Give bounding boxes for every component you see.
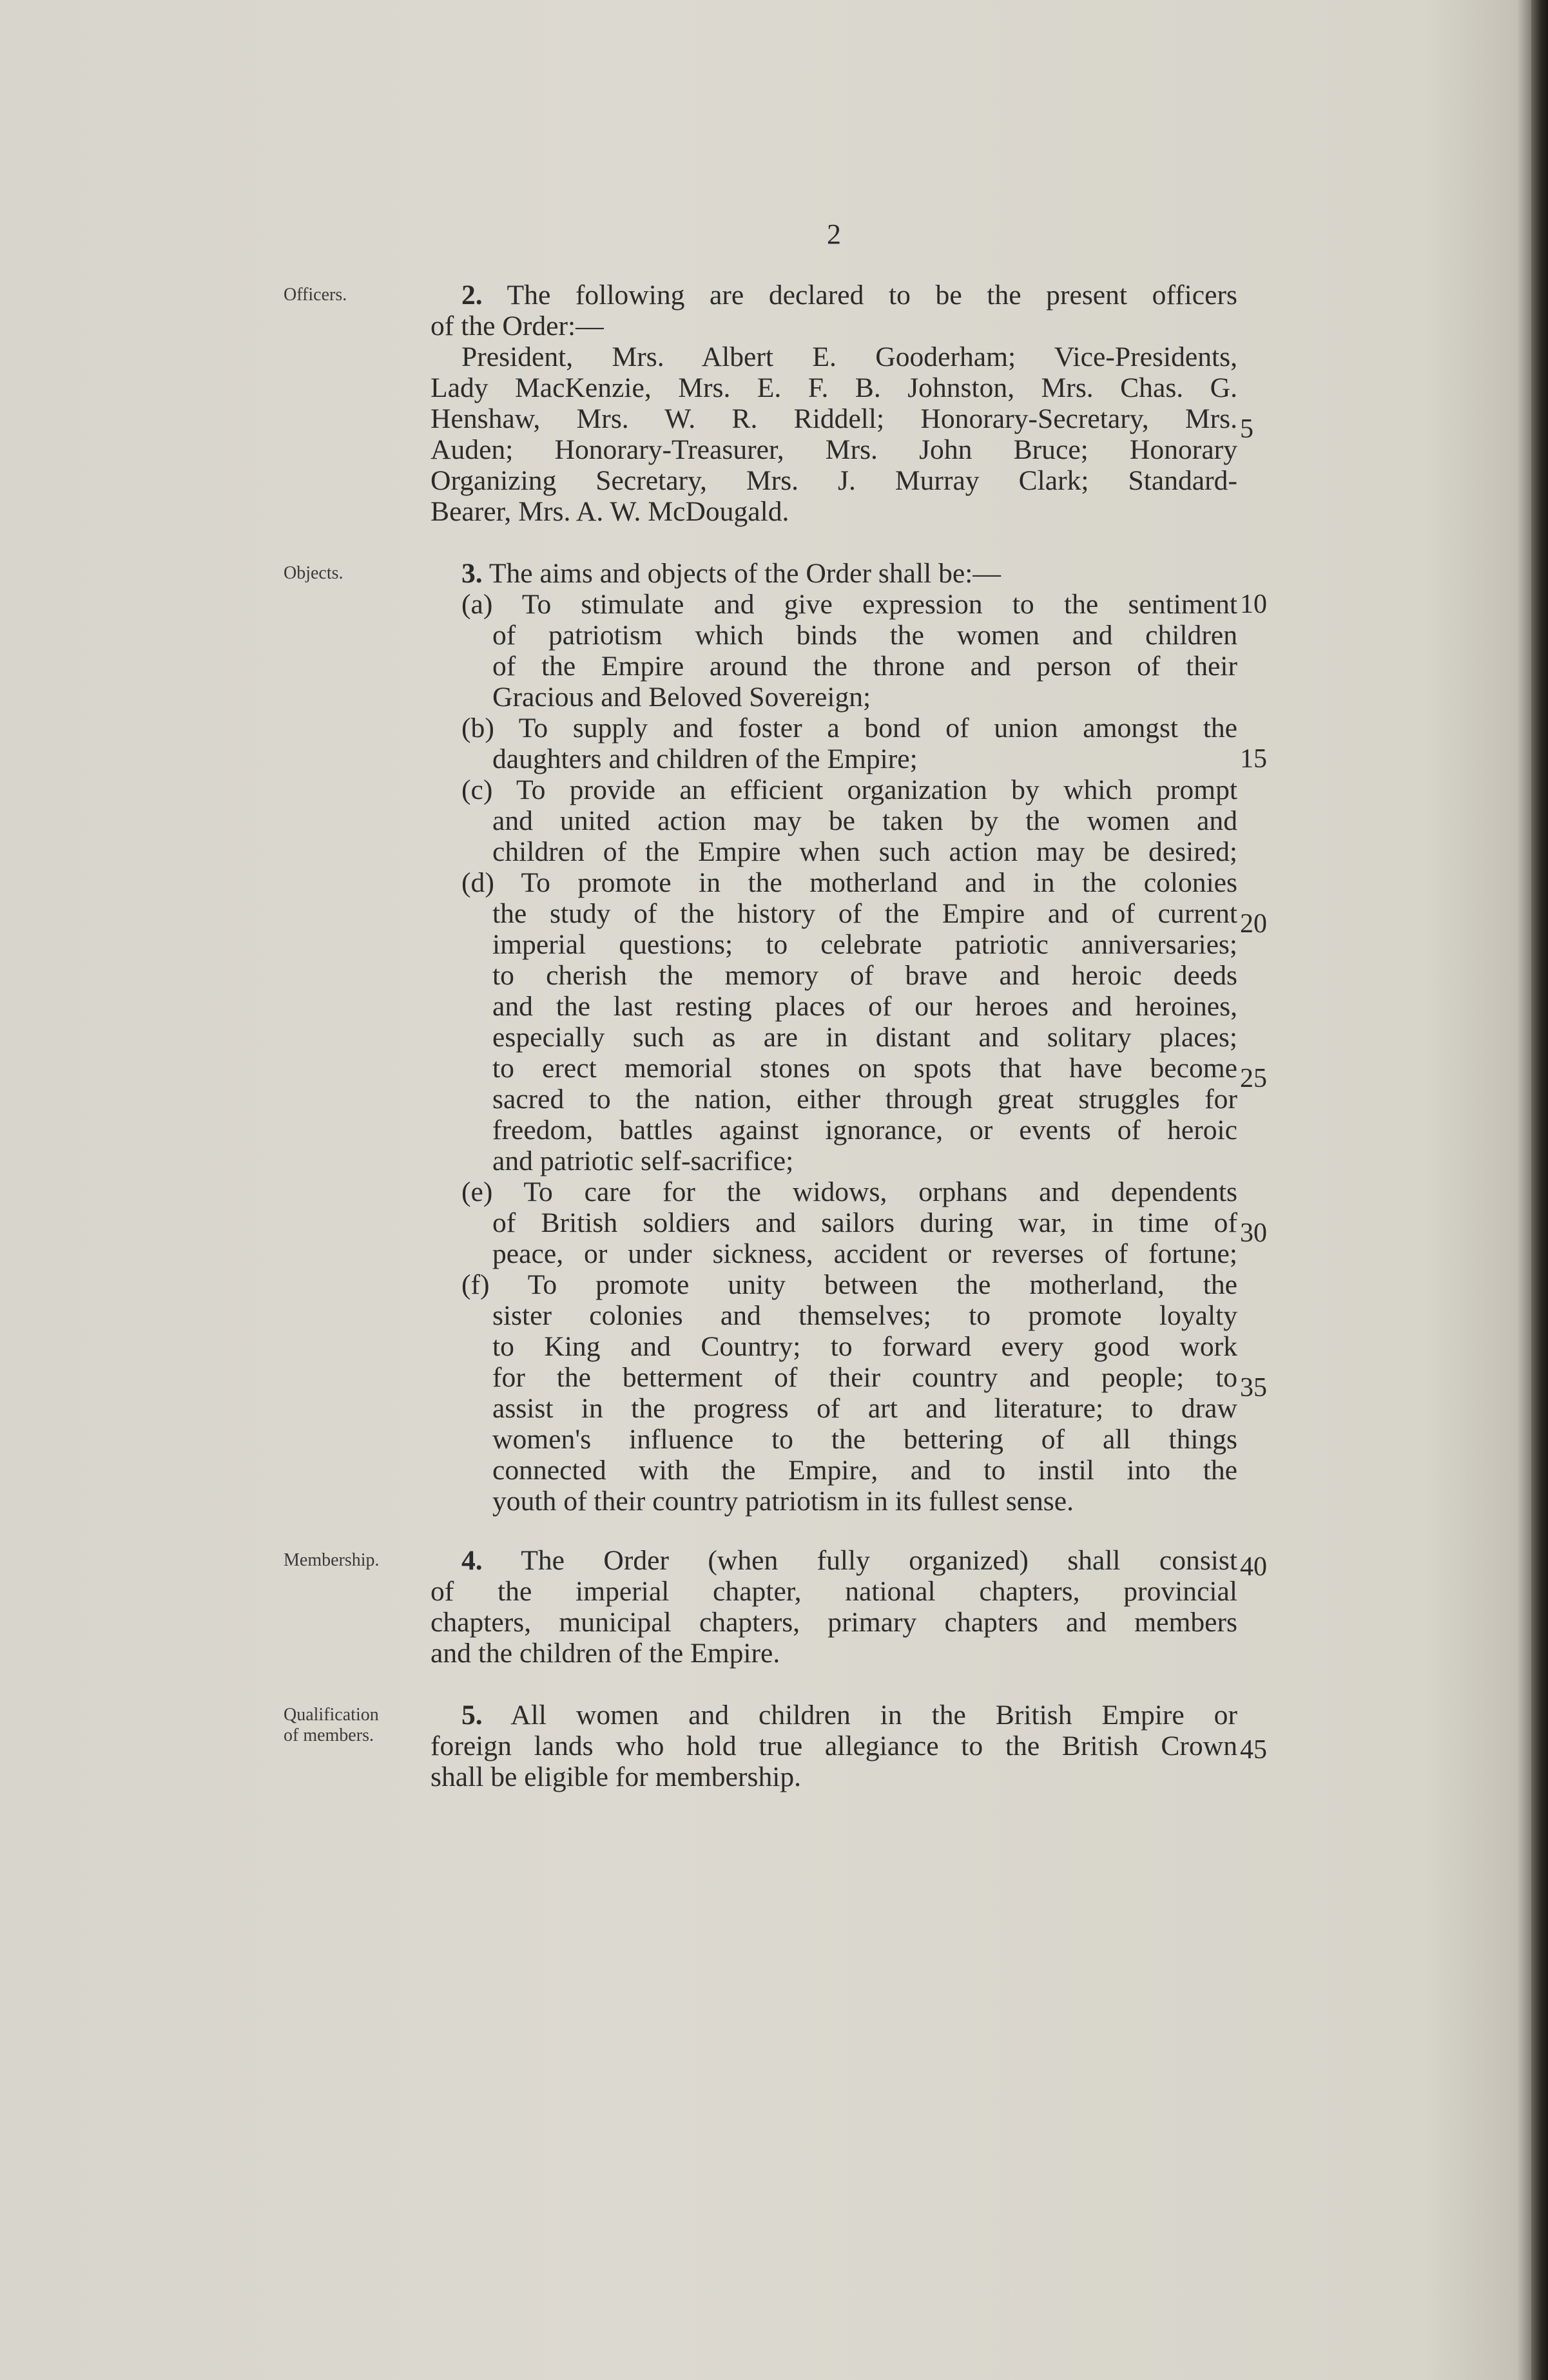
page-number: 2 — [827, 218, 841, 250]
clause-f-line: (f) To promote unity between the motherland, the — [461, 1269, 1237, 1300]
clause-a-line: of the Empire around the throne and person of their — [492, 651, 1237, 682]
clause-f-line: sister colonies and themselves; to promote loyalty — [492, 1300, 1237, 1331]
line-number-10: 10 — [1240, 590, 1267, 619]
line-number-5: 5 — [1240, 414, 1253, 444]
clause-d-line: (d) To promote in the motherland and in the colonies — [461, 867, 1237, 898]
line-number-15: 15 — [1240, 744, 1267, 774]
text-line: chapters, municipal chapters, primary chapters and members — [431, 1607, 1237, 1638]
text-line: Lady MacKenzie, Mrs. E. F. B. Johnston, Mrs. Chas. G. — [431, 372, 1237, 403]
clause-f-line: assist in the progress of art and literature; to draw — [492, 1393, 1237, 1424]
clause-d-line: and the last resting places of our heroes and heroines, — [492, 991, 1237, 1022]
clause-f-line: connected with the Empire, and to instil into the — [492, 1455, 1237, 1486]
clause-c-line: (c) To provide an efficient organization by which prompt — [461, 774, 1237, 805]
clause-f-line: women's influence to the bettering of all things — [492, 1424, 1237, 1455]
section-number: 3. — [461, 558, 483, 589]
margin-note-officers: Officers. — [284, 285, 347, 305]
margin-note-membership: Membership. — [284, 1550, 380, 1570]
clause-a-line: (a) To stimulate and give expression to the sentiment — [461, 589, 1237, 620]
line-number-25: 25 — [1240, 1064, 1267, 1093]
clause-e-line: (e) To care for the widows, orphans and dependents — [461, 1176, 1237, 1207]
clause-b-line: daughters and children of the Empire; — [492, 744, 918, 774]
line-number-35: 35 — [1240, 1373, 1267, 1403]
text-line: Auden; Honorary-Treasurer, Mrs. John Bruce; Honorary — [431, 434, 1237, 465]
clause-e-line: peace, or under sickness, accident or reverses of fortune; — [492, 1238, 1237, 1269]
text-line: 2. The following are declared to be the present officers — [461, 280, 1237, 311]
section-number: 4. — [461, 1545, 483, 1576]
clause-f-line: youth of their country patriotism in its fullest sense. — [492, 1486, 1074, 1517]
clause-d-line: sacred to the nation, either through great struggles for — [492, 1084, 1237, 1115]
text-line: foreign lands who hold true allegiance to the British Crown — [431, 1731, 1237, 1761]
clause-d-line: freedom, battles against ignorance, or events of heroic — [492, 1115, 1237, 1146]
clause-d-line: to erect memorial stones on spots that have become — [492, 1053, 1237, 1084]
book-spine-shadow — [1531, 0, 1548, 2380]
line-number-45: 45 — [1240, 1735, 1267, 1765]
margin-note-objects: Objects. — [284, 563, 343, 583]
section-2-officers — [431, 280, 1237, 527]
line-number-30: 30 — [1240, 1218, 1267, 1248]
clause-c-line: and united action may be taken by the women and — [492, 805, 1237, 836]
clause-d-line: especially such as are in distant and solitary places; — [492, 1022, 1237, 1053]
line-number-40: 40 — [1240, 1552, 1267, 1582]
text-line: 4. The Order (when fully organized) shall consist — [461, 1545, 1237, 1576]
text-line: of the imperial chapter, national chapters, provincial — [431, 1576, 1237, 1607]
clause-d-line: imperial questions; to celebrate patriotic anniversaries; — [492, 929, 1237, 960]
margin-note-qualification — [284, 1705, 432, 1746]
clause-c-line: children of the Empire when such action may be desired; — [492, 836, 1237, 867]
clause-e-line: of British soldiers and sailors during war, in time of — [492, 1207, 1237, 1238]
text-line: shall be eligible for membership. — [431, 1761, 802, 1792]
line-number-20: 20 — [1240, 909, 1267, 939]
clause-d-line: the study of the history of the Empire and of current — [492, 898, 1237, 929]
section-number: 2. — [461, 280, 483, 311]
text-line: Organizing Secretary, Mrs. J. Murray Clark; Standard- — [431, 465, 1237, 496]
clause-d-line: and patriotic self-sacrifice; — [492, 1146, 794, 1176]
text-line: 5. All women and children in the British Empire or — [461, 1700, 1237, 1731]
section-number: 5. — [461, 1700, 483, 1731]
text-line: 3. The aims and objects of the Order shall be:— — [461, 558, 1001, 589]
clause-f-line: for the betterment of their country and people; to — [492, 1362, 1237, 1393]
clause-f-line: to King and Country; to forward every good work — [492, 1331, 1237, 1362]
clause-a-line: Gracious and Beloved Sovereign; — [492, 682, 871, 713]
text-line: of the Order:— — [431, 311, 604, 341]
clause-d-line: to cherish the memory of brave and heroic deeds — [492, 960, 1237, 991]
margin-note-qualification-line-2: of members. — [284, 1725, 374, 1745]
text-line: Henshaw, Mrs. W. R. Riddell; Honorary-Secretary, Mrs. — [431, 403, 1237, 434]
section-3-objects — [431, 558, 1237, 1517]
text-line: President, Mrs. Albert E. Gooderham; Vice-Presidents, — [461, 341, 1237, 372]
margin-note-qualification-line-1: Qualification — [284, 1705, 379, 1725]
section-4-membership — [431, 1545, 1237, 1669]
text-line: and the children of the Empire. — [431, 1638, 780, 1669]
clause-b-line: (b) To supply and foster a bond of union amongst the — [461, 713, 1237, 744]
clause-a-line: of patriotism which binds the women and children — [492, 620, 1237, 651]
text-line: Bearer, Mrs. A. W. McDougald. — [431, 496, 789, 527]
section-5-qualification — [431, 1700, 1237, 1792]
